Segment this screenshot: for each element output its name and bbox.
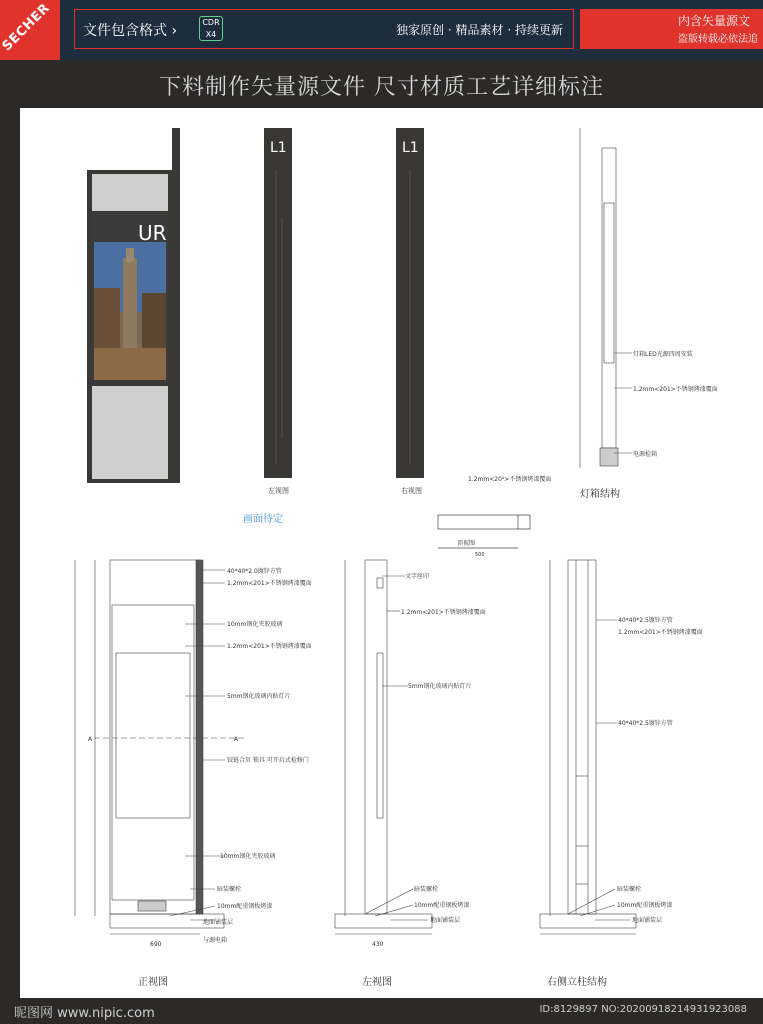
column-note-3: 40*40*2.5镀锌方管 xyxy=(618,720,673,727)
top-bar xyxy=(0,0,763,60)
front-note-9: 10mm配重钢板烤漆 xyxy=(217,903,273,910)
technical-drawing xyxy=(20,108,763,998)
side-note-5: 10mm配重钢板烤漆 xyxy=(414,902,470,909)
section-a-right: A xyxy=(234,736,239,743)
column-note-1: 40*40*2.5镀锌方管 xyxy=(618,617,673,624)
section-a-left: A xyxy=(88,736,93,743)
badge-top: CDR xyxy=(202,18,220,27)
right-l1-label: L1 xyxy=(402,140,419,156)
front-width: 690 xyxy=(150,941,162,948)
side-view-caption: 左视图 xyxy=(362,977,392,988)
footer xyxy=(0,998,763,1024)
lightbox-note-2: 1.2mm<201>不锈钢烤漆覆面 xyxy=(633,386,718,393)
top-view-note: 1.2mm<20¹>不锈钢烤漆覆面 xyxy=(468,476,552,483)
top-view xyxy=(438,515,530,548)
front-note-7: 10mm钢化夹胶玻璃 xyxy=(220,853,276,860)
lightbox-structure xyxy=(580,128,632,468)
side-note-4: 暗装螺栓 xyxy=(414,886,439,893)
notice-flag xyxy=(580,9,763,49)
top-view-label: 顶视图 xyxy=(457,540,476,547)
slogan: 独家原创 · 精品素材 · 持续更新 xyxy=(396,23,563,37)
drawing-sheet xyxy=(20,108,763,998)
column-note-5: 10mm配重钢板烤漆 xyxy=(617,902,673,909)
front-note-8: 暗装螺栓 xyxy=(217,886,242,893)
side-note-6: 地面铺装层 xyxy=(430,917,461,924)
lightbox-note-3: 电源检箱 xyxy=(633,451,658,458)
column-note-4: 暗装螺栓 xyxy=(617,886,642,893)
front-note-1: 40*40*2.0镀锌方管 xyxy=(227,568,282,575)
lightbox-title: 灯箱结构 xyxy=(580,489,620,500)
lightbox-note-1: 灯箱LED光源四周安装 xyxy=(633,351,693,358)
left-view-caption: 左视图 xyxy=(268,487,289,495)
right-view-caption: 右视图 xyxy=(401,487,422,495)
side-elevation xyxy=(335,560,432,934)
watermark: 昵图网 www.nipic.com xyxy=(14,1006,155,1021)
brand-logo xyxy=(0,0,60,60)
right-view-column xyxy=(396,128,424,495)
front-note-3: 10mm钢化夹胶玻璃 xyxy=(227,621,283,628)
front-note-10: 地面铺装层 xyxy=(203,919,234,926)
front-note-6: 铰链合页 锁具 可开启式检修门 xyxy=(227,757,309,764)
front-note-4: 1.2mm<201>不锈钢烤漆覆面 xyxy=(227,643,312,650)
column-view-caption: 右侧立柱结构 xyxy=(547,977,607,988)
side-note-3: 5mm钢化玻璃内贴灯片 xyxy=(408,683,472,690)
left-view-column xyxy=(264,128,292,495)
side-note-1: 文字丝印 xyxy=(405,573,430,580)
left-l1-label: L1 xyxy=(270,140,287,156)
front-note-2: 1.2mm<201>不锈钢烤漆覆面 xyxy=(227,580,312,587)
pending-label: 画面待定 xyxy=(243,514,283,525)
panel-logo-text: UR xyxy=(138,221,167,245)
front-note-5: 5mm钢化玻璃内贴灯片 xyxy=(227,693,291,700)
side-width: 430 xyxy=(372,941,384,948)
logo-text: SECHER xyxy=(0,0,53,55)
badge-bottom: X4 xyxy=(205,30,217,39)
side-note-2: 1.2mm<201>不锈钢烤漆覆面 xyxy=(401,609,486,616)
front-note-11: 与源电箱 xyxy=(203,937,228,944)
cdr-badge xyxy=(199,16,223,41)
column-note-6: 地面铺装层 xyxy=(632,917,663,924)
top-view-width: 500 xyxy=(475,552,485,558)
front-view-caption: 正视图 xyxy=(138,977,168,988)
image-id: ID:8129897 NO:20200918214931923088 xyxy=(539,1004,747,1015)
front-elevation xyxy=(75,560,245,934)
title-banner xyxy=(0,60,763,108)
page-title: 下料制作矢量源文件 尺寸材质工艺详细标注 xyxy=(159,75,604,100)
sign-render xyxy=(87,128,180,483)
column-note-2: 1.2mm<201>不锈钢烤漆覆面 xyxy=(618,629,703,636)
format-box xyxy=(74,9,574,49)
format-label: 文件包含格式 › xyxy=(83,23,178,39)
notice-line-2: 盗版转载必依法追 xyxy=(678,34,758,45)
notice-line-1: 内含矢量源文 xyxy=(678,14,751,28)
